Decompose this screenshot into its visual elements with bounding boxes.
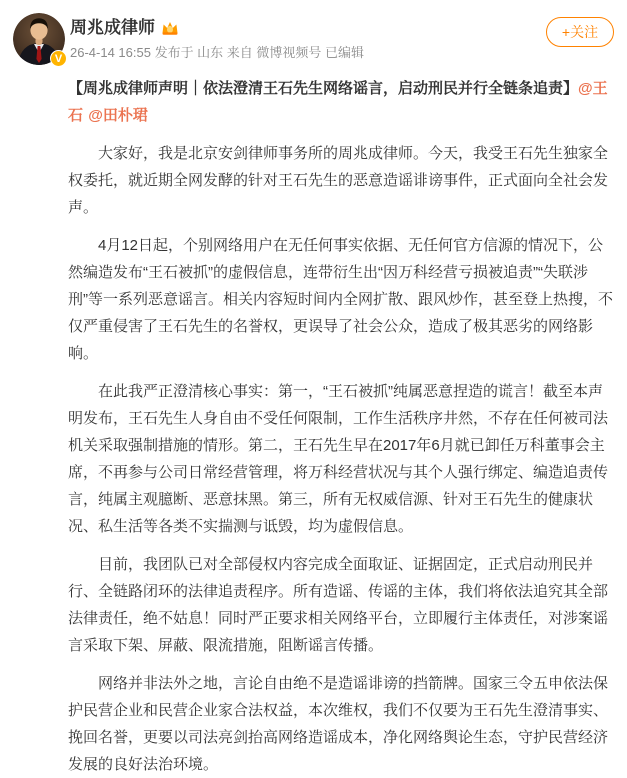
post-body xyxy=(68,75,613,778)
post-header xyxy=(70,0,527,61)
post-meta-timestamp: 26-4-14 16:55 发布于 山东 来自 微博视频号 已编辑 xyxy=(70,45,365,60)
post-paragraph: 在此我严正澄清核心事实：第一，“王石被抓”纯属恶意捏造的谎言！截至本声明发布，王石先生人身自由不受任何限制，工作生活秩序井然，不存在任何被司法机关采取强制措施的情形。第二，王石先生早在2017年6月就已卸任万科董事会主席，不再参与公司日常经营管理，将万科经营状况与其个人强行绑定、编造追责传言，纯属主观臆断、恶意抹黑。第三，所有无权威信源、针对王石先生的健康状况、私生活等各类不实揣测与诋毁，均为虚假信息。 xyxy=(68,383,609,535)
post-paragraph: 网络并非法外之地，言论自由绝不是造谣诽谤的挡箭牌。国家三令五申依法保护民营企业和民营企业家合法权益，本次维权，我们不仅要为王石先生澄清事实、挽回名誉，更要以司法亮剑抬高网络造谣成本，净化网络舆论生态，守护民营经济发展的良好法治环境。 xyxy=(68,675,609,773)
post-paragraph: 大家好，我是北京安剑律师事务所的周兆成律师。今天，我受王石先生独家全权委托，就近期全网发酵的针对王石先生的恶意造谣诽谤事件，正式面向全社会发声。 xyxy=(68,145,609,216)
mention-link-wangshi[interactable]: @王石 xyxy=(68,80,608,124)
username[interactable]: 周兆成律师 xyxy=(70,18,155,37)
vip-crown-icon xyxy=(161,20,179,36)
post-paragraph: 4月12日起，个别网络用户在无任何事实依据、无任何官方信源的情况下，公然编造发布“王石被抓”的虚假信息，连带衍生出“因万科经营亏损被追责”“失联涉刑”等一系列恶意谣言。相关内容短时间内全网扩散、跟风炒作，甚至登上热搜，不仅严重侵害了王石先生的名誉权，更误导了社会公众，造成了极其恶劣的网络影响。 xyxy=(68,237,613,362)
follow-button[interactable]: +关注 xyxy=(546,17,614,47)
post-title-text: 【周兆成律师声明｜依法澄清王石先生网络谣言，启动刑民并行全链条追责】 xyxy=(68,80,579,97)
post-title xyxy=(68,75,613,129)
post-paragraph: 目前，我团队已对全部侵权内容完成全面取证、证据固定，正式启动刑民并行、全链路闭环的法律追责程序。所有造谣、传谣的主体，我们将依法追究其全部法律责任，绝不姑息！同时严正要求相关网络平台，立即履行主体责任，对涉案谣言采取下架、屏蔽、限流措施，阻断谣言传播。 xyxy=(68,556,609,654)
mention-link-tianpujun[interactable]: @田朴珺 xyxy=(88,107,148,124)
avatar[interactable] xyxy=(13,13,65,65)
verified-v-badge-icon: V xyxy=(50,50,67,67)
